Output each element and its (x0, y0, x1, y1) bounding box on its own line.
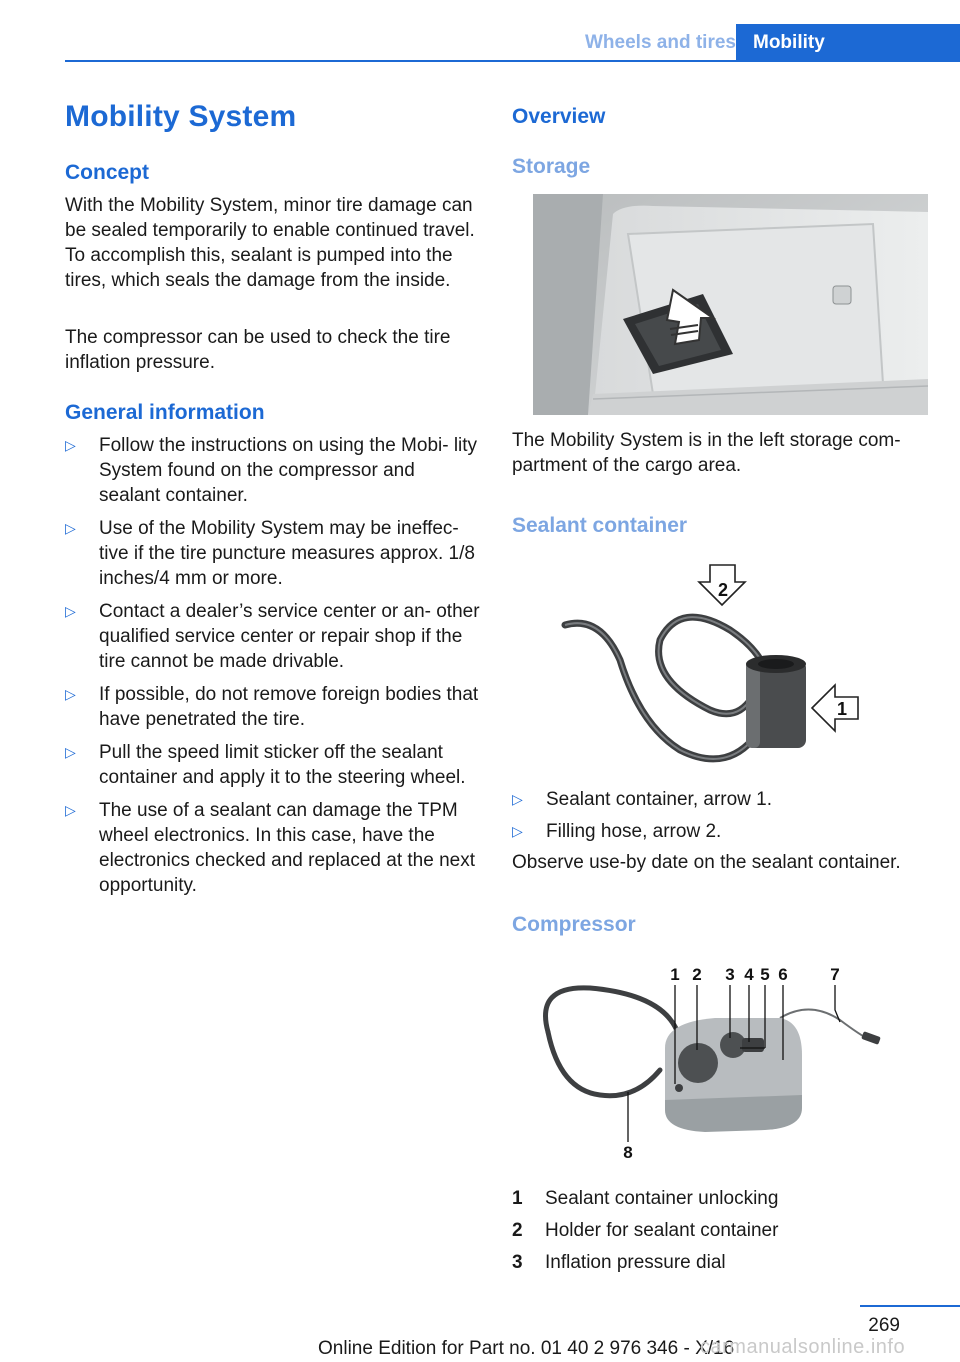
list-item: ▷ Filling hose, arrow 2. (512, 821, 722, 842)
callout-7: 7 (830, 965, 840, 984)
triangle-right-icon: ▷ (65, 802, 76, 818)
sealant-container-heading: Sealant container (512, 514, 688, 537)
list-item: ▷ The use of a sealant can damage the TPM wheel electronics. In this case, have the electronics checked and replaced at the next opportunity. (65, 800, 476, 896)
callout-5: 5 (760, 965, 770, 984)
general-information-list (65, 433, 481, 906)
concept-paragraph-1: With the Mobility System, minor tire damage can be sealed temporarily to enable continued travel. To accomplish this, sealant is pumped into the tires, which seals the damage from the inside. (65, 195, 475, 291)
general-information-heading: General information (65, 401, 265, 424)
callout-2: 2 (692, 965, 702, 984)
watermark: carmanualsonline.info (700, 1336, 906, 1358)
callout-6: 6 (778, 965, 788, 984)
header-section-label: Wheels and tires (585, 32, 736, 53)
edition-line: Online Edition for Part no. 01 40 2 976 346 - X/16 (318, 1338, 735, 1359)
compressor-legend (512, 1186, 928, 1282)
sealant-container-illustration (560, 560, 870, 770)
list-item: ▷ Follow the instructions on using the Mobi‐ lity System found on the compressor and sealant container. (65, 435, 478, 506)
concept-heading: Concept (65, 161, 149, 184)
callout-4: 4 (744, 965, 754, 984)
callout-3: 3 (725, 965, 735, 984)
compressor-illustration (540, 960, 885, 1165)
header-rule (65, 60, 960, 62)
sealant-list (512, 787, 928, 851)
triangle-right-icon: ▷ (65, 520, 76, 536)
triangle-right-icon: ▷ (65, 686, 76, 702)
list-item: ▷ Pull the speed limit sticker off the sealant container and apply it to the steering wheel. (65, 742, 466, 788)
list-item: 1 Sealant container unlocking (512, 1188, 779, 1209)
storage-heading: Storage (512, 155, 591, 178)
arrow-1-label: 1 (836, 699, 848, 719)
footer-rule (860, 1305, 960, 1307)
triangle-right-icon: ▷ (65, 603, 76, 619)
triangle-right-icon: ▷ (65, 744, 76, 760)
compressor-heading: Compressor (512, 913, 636, 936)
triangle-right-icon: ▷ (512, 823, 523, 839)
concept-paragraph-2: The compressor can be used to check the tire inflation pressure. (65, 327, 451, 373)
triangle-right-icon: ▷ (512, 791, 523, 807)
page-number: 269 (868, 1315, 900, 1336)
list-item: ▷ Use of the Mobility System may be ineffec‐ tive if the tire puncture measures approx. 1/8 inches/4 mm or more. (65, 518, 475, 589)
storage-compartment-illustration (533, 194, 928, 415)
callout-8: 8 (623, 1143, 633, 1162)
list-item: ▷ If possible, do not remove foreign bodies that have penetrated the tire. (65, 684, 479, 730)
page-title: Mobility System (65, 100, 297, 133)
arrow-2-label: 2 (717, 580, 729, 600)
list-item: ▷ Sealant container, arrow 1. (512, 789, 773, 810)
storage-description: The Mobility System is in the left storage com‐ partment of the cargo area. (512, 430, 901, 476)
triangle-right-icon: ▷ (65, 437, 76, 453)
sealant-note: Observe use-by date on the sealant container. (512, 852, 901, 873)
header-chapter-tab: Mobility (736, 24, 960, 62)
callout-1: 1 (670, 965, 680, 984)
list-item: 3 Inflation pressure dial (512, 1252, 726, 1273)
overview-heading: Overview (512, 105, 606, 128)
list-item: 2 Holder for sealant container (512, 1220, 779, 1241)
list-item: ▷ Contact a dealer’s service center or an‐ other qualified service center or repair shop if the tire cannot be made drivable. (65, 601, 480, 672)
